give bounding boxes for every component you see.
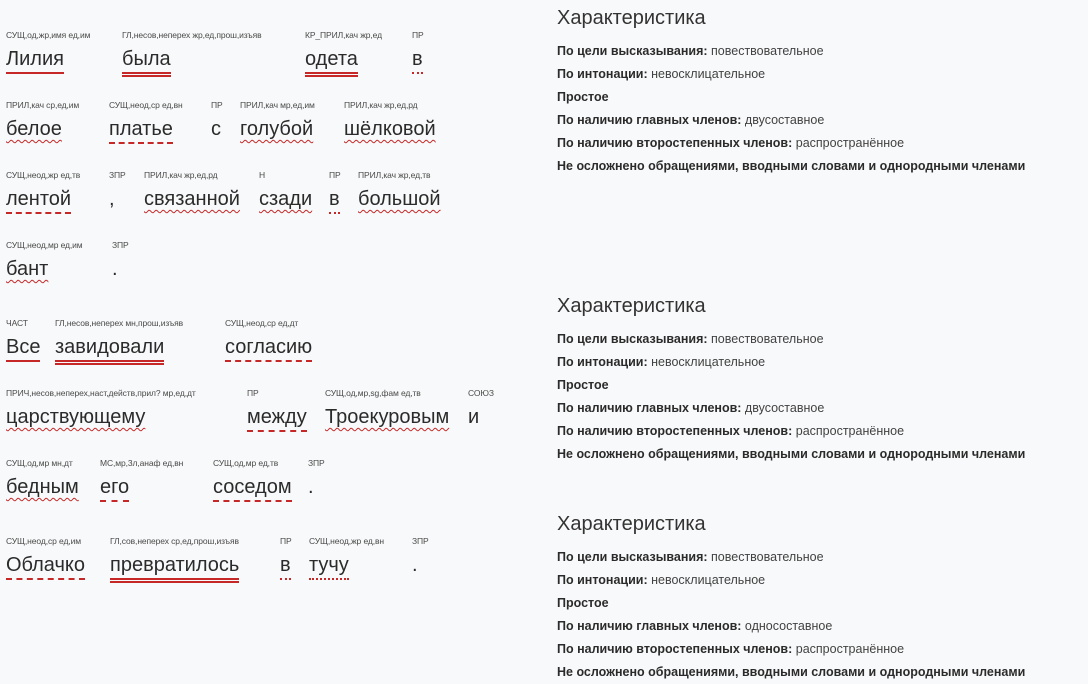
characteristic-row: По цели высказывания: повествовательное — [557, 550, 824, 564]
characteristic-title: Характеристика — [557, 7, 706, 29]
morph-tag: СУЩ,неод,ср ед,дт — [225, 318, 299, 328]
characteristic-title: Характеристика — [557, 513, 706, 535]
morph-tag: СУЩ,од,мр мн,дт — [6, 458, 73, 468]
morph-tag: СУЩ,неод,жр ед,тв — [6, 170, 81, 180]
word[interactable]: одета — [305, 46, 358, 77]
sentence-1-line-4 — [6, 240, 526, 296]
characteristic-row: По цели высказывания: повествовательное — [557, 44, 824, 58]
morph-tag: ПРИЧ,несов,неперех,наст,действ,прил? мр,ед,дт — [6, 388, 196, 398]
sentence-2-line-1 — [6, 318, 526, 374]
morph-tag: ПРИЛ,кач жр,ед,рд — [144, 170, 218, 180]
word[interactable]: соседом — [213, 474, 292, 502]
word[interactable]: была — [122, 46, 171, 77]
sentence-1-line-3 — [6, 170, 526, 226]
morph-tag: ГЛ,сов,неперех ср,ед,прош,изъяв — [110, 536, 239, 546]
morph-tag: ПРИЛ,кач жр,ед,рд — [344, 100, 418, 110]
morph-tag: СУЩ,од,мр,sg,фам ед,тв — [325, 388, 421, 398]
word[interactable]: . — [308, 476, 314, 498]
morph-tag: СОЮЗ — [468, 388, 494, 398]
sentence-1-line-2 — [6, 100, 526, 156]
characteristic-row: По наличию второстепенных членов: распространённое — [557, 642, 905, 656]
word[interactable]: превратилось — [110, 552, 239, 583]
morph-tag: ПР — [280, 536, 292, 546]
characteristic-row: Простое — [557, 90, 609, 104]
word[interactable]: Все — [6, 334, 40, 362]
word[interactable]: его — [100, 474, 129, 502]
word[interactable]: в — [329, 186, 340, 214]
characteristic-row: По интонации: невосклицательное — [557, 67, 766, 81]
morph-tag: СУЩ,неод,мр ед,им — [6, 240, 83, 250]
characteristic-row: Не осложнено обращениями, вводными словами и однородными членами — [557, 665, 1026, 679]
characteristic-panel-3 — [557, 512, 1082, 684]
characteristic-row: Простое — [557, 596, 609, 610]
characteristic-row: По цели высказывания: повествовательное — [557, 332, 824, 346]
morph-tag: СУЩ,од,жр,имя ед,им — [6, 30, 91, 40]
morph-tag: ПР — [247, 388, 259, 398]
word[interactable]: лентой — [6, 186, 71, 214]
word[interactable]: между — [247, 404, 307, 432]
characteristic-row: Не осложнено обращениями, вводными словами и однородными членами — [557, 159, 1026, 173]
morph-tag: ЧАСТ — [6, 318, 28, 328]
morph-tag: ГЛ,несов,неперех жр,ед,прош,изъяв — [122, 30, 262, 40]
morph-tag: ЗПР — [308, 458, 325, 468]
morph-tag: ПРИЛ,кач жр,ед,тв — [358, 170, 431, 180]
word[interactable]: в — [280, 552, 291, 580]
word[interactable]: с — [211, 118, 221, 140]
morph-tag: ЗПР — [412, 536, 429, 546]
word[interactable]: голубой — [240, 118, 314, 140]
characteristic-row: По наличию второстепенных членов: распространённое — [557, 424, 905, 438]
sentence-2-line-2 — [6, 388, 526, 444]
word[interactable]: тучу — [309, 552, 349, 580]
morph-tag: КР_ПРИЛ,кач жр,ед — [305, 30, 382, 40]
morph-tag: СУЩ,неод,ср ед,им — [6, 536, 81, 546]
characteristic-row: Не осложнено обращениями, вводными словами и однородными членами — [557, 447, 1026, 461]
morph-tag: ЗПР — [109, 170, 126, 180]
morph-tag: ПР — [329, 170, 341, 180]
morph-tag: СУЩ,неод,ср ед,вн — [109, 100, 183, 110]
morph-tag: СУЩ,неод,жр ед,вн — [309, 536, 385, 546]
word[interactable]: связанной — [144, 188, 240, 210]
characteristic-panel-1 — [557, 6, 1082, 178]
characteristic-row: Простое — [557, 378, 609, 392]
morph-tag: ПРИЛ,кач ср,ед,им — [6, 100, 80, 110]
word[interactable]: завидовали — [55, 334, 164, 365]
word[interactable]: в — [412, 46, 423, 74]
sentence-3-line-1 — [6, 536, 526, 592]
characteristic-row: По наличию второстепенных членов: распространённое — [557, 136, 905, 150]
morph-tag: Н — [259, 170, 266, 180]
word[interactable]: сзади — [259, 188, 313, 210]
word[interactable]: согласию — [225, 334, 312, 362]
word[interactable]: . — [112, 258, 118, 280]
characteristic-row: По наличию главных членов: односоставное — [557, 619, 833, 633]
characteristic-row: По наличию главных членов: двусоставное — [557, 401, 825, 415]
characteristic-row: По интонации: невосклицательное — [557, 355, 766, 369]
word[interactable]: царствующему — [6, 406, 146, 428]
word[interactable]: большой — [358, 188, 441, 210]
morph-tag: ПР — [211, 100, 223, 110]
word[interactable]: бант — [6, 258, 49, 280]
morph-tag: ПР — [412, 30, 424, 40]
word[interactable]: Лилия — [6, 46, 64, 74]
word[interactable]: бедным — [6, 476, 79, 498]
word[interactable]: платье — [109, 116, 173, 144]
characteristic-row: По наличию главных членов: двусоставное — [557, 113, 825, 127]
morph-tag: МС,мр,3л,анаф ед,вн — [100, 458, 184, 468]
morph-tag: ЗПР — [112, 240, 129, 250]
word[interactable]: . — [412, 554, 418, 576]
morph-tag: СУЩ,од,мр ед,тв — [213, 458, 279, 468]
word[interactable]: белое — [6, 118, 62, 140]
morph-tag: ПРИЛ,кач мр,ед,им — [240, 100, 315, 110]
characteristic-title: Характеристика — [557, 295, 706, 317]
word[interactable]: и — [468, 406, 480, 428]
word[interactable]: шёлковой — [344, 118, 436, 140]
characteristic-row: По интонации: невосклицательное — [557, 573, 766, 587]
sentence-2-line-3 — [6, 458, 526, 514]
morph-tag: ГЛ,несов,неперех мн,прош,изъяв — [55, 318, 184, 328]
characteristic-panel-2 — [557, 294, 1082, 466]
word[interactable]: Облачко — [6, 552, 85, 580]
word[interactable]: , — [109, 188, 115, 210]
sentence-1-line-1 — [6, 30, 526, 86]
word[interactable]: Троекуровым — [325, 406, 450, 428]
